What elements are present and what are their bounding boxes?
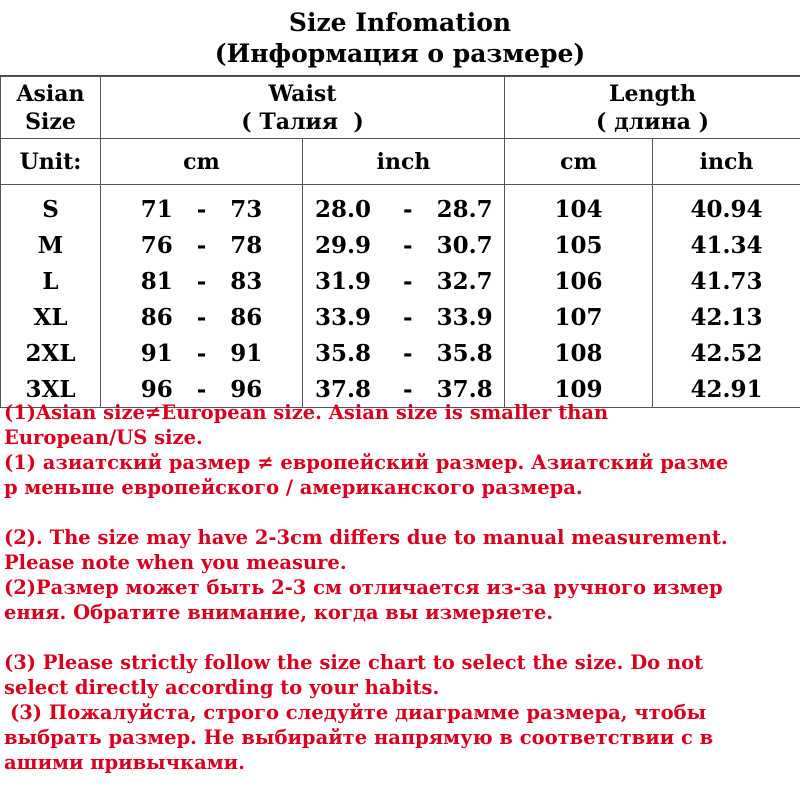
table-row: [1, 227, 800, 263]
length-cm-cell: 108: [505, 335, 653, 371]
size-cell: M: [1, 227, 101, 263]
waist-cm-cell: 76 - 78: [101, 227, 303, 263]
length-inch-cell: 41.73: [653, 263, 800, 299]
notes-section: [4, 400, 798, 775]
length-cm-cell: 106: [505, 263, 653, 299]
title-block: [0, 0, 800, 76]
note-3-russian-cont-2: ашими привычками.: [4, 751, 245, 774]
waist-cm-cell: 86 - 86: [101, 299, 303, 335]
size-cell: L: [1, 263, 101, 299]
title-english: Size Infomation: [288, 8, 512, 37]
header-waist-line1: Waist: [268, 80, 337, 107]
note-2-russian: (2)Размер может быть 2-3 см отличается из-за ручного измер: [4, 576, 723, 599]
length-cm-cell: 109: [505, 371, 653, 408]
waist-cm-cell: 81 - 83: [101, 263, 303, 299]
note-1-english: (1)Asian size≠European size. Asian size is smaller than: [4, 401, 609, 424]
note-spacer: [4, 625, 798, 650]
waist-cm-cell: 96 - 96: [101, 371, 303, 408]
header-row-units: [1, 139, 800, 185]
header-length-line2: ( длина ): [596, 108, 710, 135]
note-1-russian: (1) азиатский размер ≠ европейский размер. Азиатский разме: [4, 451, 729, 474]
size-table: [0, 76, 800, 408]
length-inch-cell: 40.94: [653, 185, 800, 227]
length-inch-cell: 42.52: [653, 335, 800, 371]
note-3-russian-cont: выбрать размер. Не выбирайте напрямую в соответствии с в: [4, 726, 714, 749]
note-1-russian-cont: р меньше европейского / американского размера.: [4, 476, 583, 499]
length-cm-cell: 104: [505, 185, 653, 227]
length-inch-cell: 41.34: [653, 227, 800, 263]
table-row: [1, 299, 800, 335]
note-2-english: (2). The size may have 2-3cm differs due to manual measurement.: [4, 526, 728, 549]
header-asian-size: [1, 77, 101, 139]
note-2-english-cont: Please note when you measure.: [4, 551, 347, 574]
header-asian-size-line2: Size: [25, 108, 76, 135]
header-length: [505, 77, 800, 139]
note-3-english: (3) Please strictly follow the size chart to select the size. Do not: [4, 651, 704, 674]
table-row: [1, 263, 800, 299]
length-inch-cell: 42.91: [653, 371, 800, 408]
table-row: [1, 185, 800, 227]
length-cm-cell: 105: [505, 227, 653, 263]
waist-inch-cell: 35.8 - 35.8: [303, 335, 505, 371]
waist-cm-cell: 91 - 91: [101, 335, 303, 371]
note-1-english-cont: European/US size.: [4, 426, 203, 449]
header-length-line1: Length: [609, 80, 697, 107]
size-cell: 2XL: [1, 335, 101, 371]
size-cell: XL: [1, 299, 101, 335]
header-waist: [101, 77, 505, 139]
waist-inch-cell: 28.0 - 28.7: [303, 185, 505, 227]
length-cm-cell: 107: [505, 299, 653, 335]
header-row-groups: [1, 77, 800, 139]
header-unit-label: Unit:: [1, 139, 101, 185]
waist-inch-cell: 33.9 - 33.9: [303, 299, 505, 335]
size-cell: S: [1, 185, 101, 227]
length-inch-cell: 42.13: [653, 299, 800, 335]
header-asian-size-line1: Asian: [16, 80, 85, 107]
table-row: [1, 335, 800, 371]
waist-inch-cell: 29.9 - 30.7: [303, 227, 505, 263]
waist-inch-cell: 31.9 - 32.7: [303, 263, 505, 299]
header-length-cm: cm: [505, 139, 653, 185]
note-3-english-cont: select directly according to your habits.: [4, 676, 440, 699]
header-waist-cm: cm: [101, 139, 303, 185]
title-russian: (Информация о размере): [214, 39, 586, 68]
size-cell: 3XL: [1, 371, 101, 408]
note-3-russian: (3) Пожалуйста, строго следуйте диаграмме размера, чтобы: [10, 701, 707, 724]
header-waist-line2: ( Талия ): [241, 108, 364, 135]
header-length-inch: inch: [653, 139, 800, 185]
waist-inch-cell: 37.8 - 37.8: [303, 371, 505, 408]
header-waist-inch: inch: [303, 139, 505, 185]
note-2-russian-cont: ения. Обратите внимание, когда вы измеряете.: [4, 601, 554, 624]
waist-cm-cell: 71 - 73: [101, 185, 303, 227]
note-spacer: [4, 500, 798, 525]
